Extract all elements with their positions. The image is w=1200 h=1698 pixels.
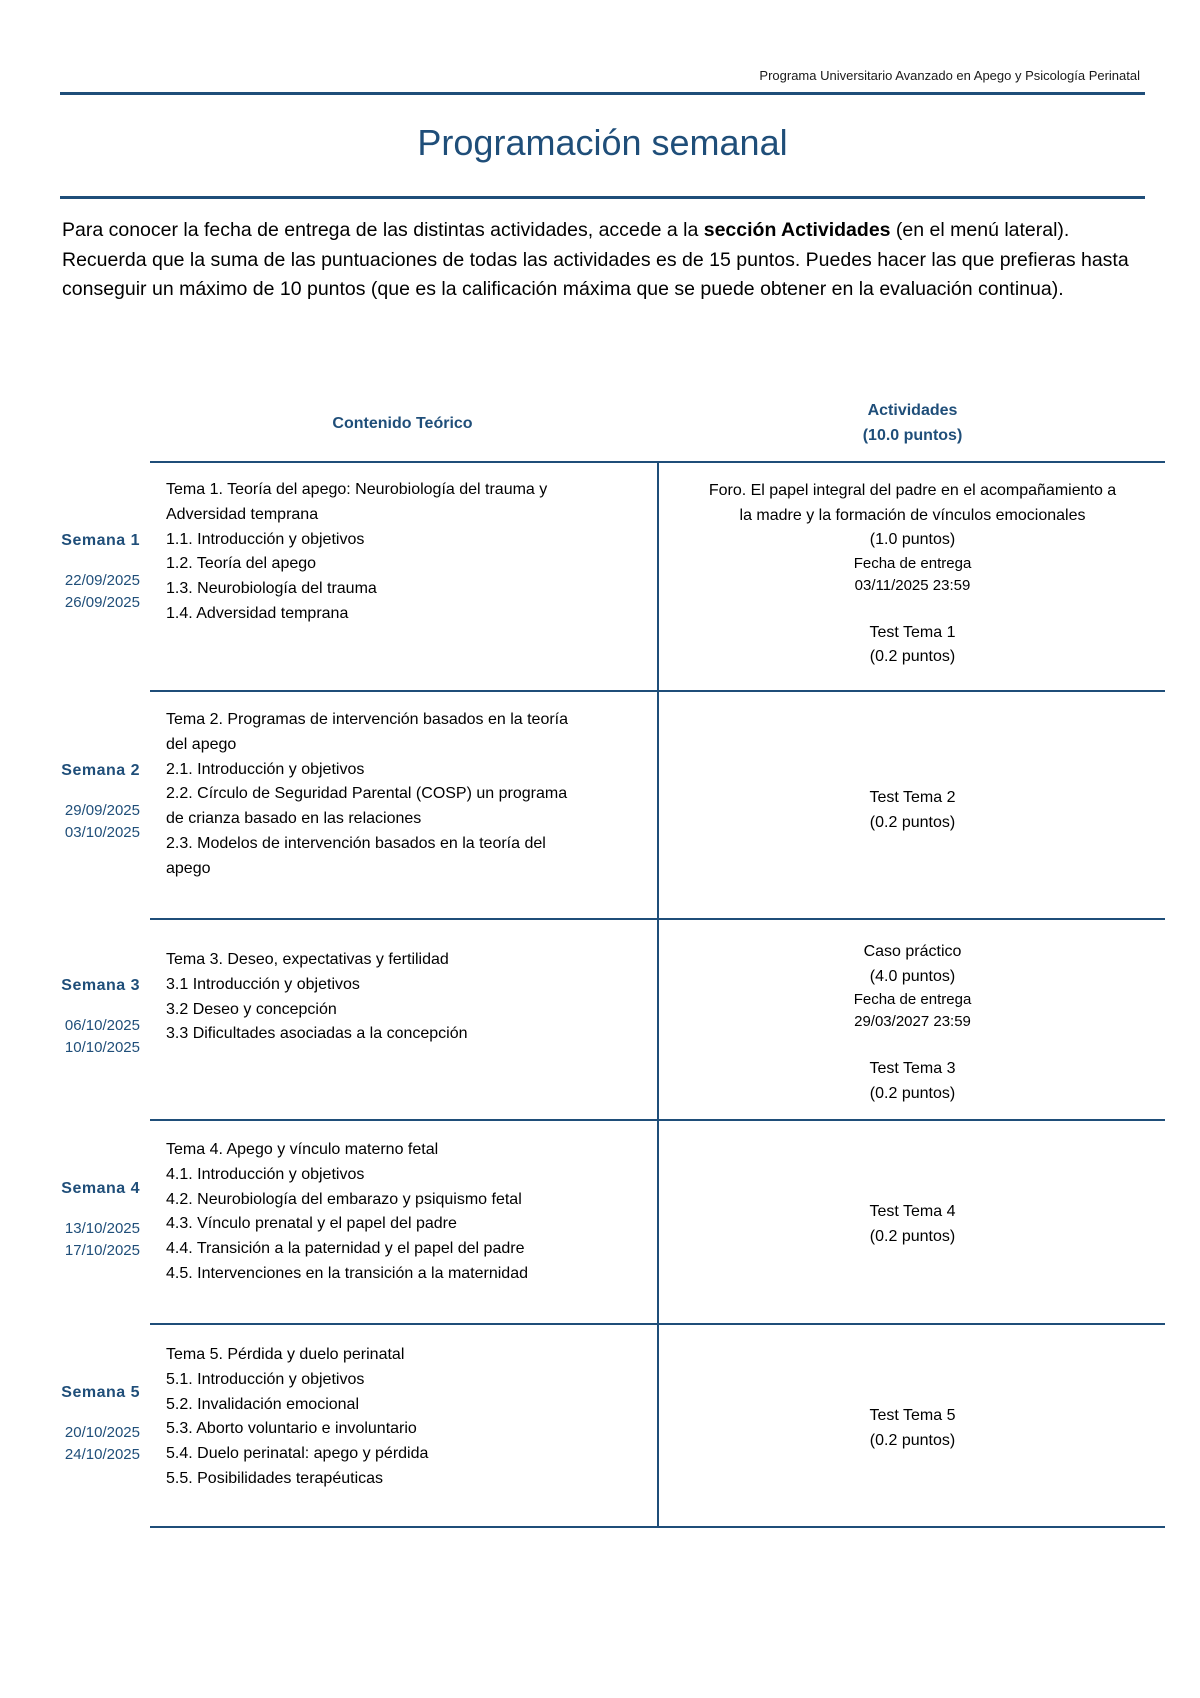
activity-title: Test Tema 4 xyxy=(869,1203,956,1220)
intro-text-1: Para conocer la fecha de entrega de las distintas actividades, accede a la xyxy=(62,219,704,241)
column-header-activities xyxy=(660,398,1165,448)
activity-title: la madre y la formación de vínculos emocionales xyxy=(739,506,1086,524)
column-header-activities-points: (10.0 puntos) xyxy=(862,427,963,444)
intro-text-2: (en el menú lateral). Recuerda que la suma de las puntuaciones de todas las actividades es de 15 puntos. Puedes hacer las que prefieras hasta conseguir un máximo de 10 puntos (que es la calificación máxima que se puede obtener en la evaluación continua). xyxy=(62,219,1129,300)
activity-due-label: Fecha de entrega xyxy=(853,554,972,572)
intro-activities-link-text: sección Actividades xyxy=(703,219,891,241)
week-5-label xyxy=(20,1382,140,1466)
activity-title: Test Tema 5 xyxy=(869,1407,956,1424)
theory-line: 1.3. Neurobiología del trauma xyxy=(166,580,377,598)
theory-line: 5.5. Posibilidades terapéuticas xyxy=(166,1469,384,1487)
activity-title: Test Tema 1 xyxy=(869,623,956,641)
theory-line: 5.3. Aborto voluntario e involuntario xyxy=(166,1420,417,1438)
week-start-date: 22/09/2025 xyxy=(64,572,140,589)
week-name: Semana 4 xyxy=(61,1180,140,1197)
week-3-label xyxy=(20,975,140,1059)
week-end-date: 03/10/2025 xyxy=(64,824,140,841)
activity-title: Foro. El papel integral del padre en el acompañamiento a xyxy=(708,482,1117,499)
theory-line: Tema 1. Teoría del apego: Neurobiología del trauma y xyxy=(166,481,548,498)
theory-line: 2.2. Círculo de Seguridad Parental (COSP) un programa xyxy=(166,785,568,803)
theory-line: Tema 3. Deseo, expectativas y fertilidad xyxy=(166,951,449,968)
theory-line: 5.2. Invalidación emocional xyxy=(166,1395,360,1413)
activity-points: (1.0 puntos) xyxy=(869,531,956,548)
activity-due-date: 29/03/2027 23:59 xyxy=(854,1013,971,1030)
theory-line: 1.4. Adversidad temprana xyxy=(166,604,349,622)
week-1-activities xyxy=(660,479,1165,670)
theory-line: 1.2. Teoría del apego xyxy=(166,555,317,573)
theory-line: 2.3. Modelos de intervención basados en la teoría del xyxy=(166,834,546,852)
week-4-activities xyxy=(660,1200,1165,1249)
activity-points: (4.0 puntos) xyxy=(869,967,956,985)
activity-title: Test Tema 3 xyxy=(869,1060,956,1077)
column-header-theory: Contenido Teórico xyxy=(332,415,473,432)
week-4-theory xyxy=(166,1138,646,1287)
theory-line: 3.2 Deseo y concepción xyxy=(166,1000,337,1018)
theory-line: 3.3 Dificultades asociadas a la concepción xyxy=(166,1025,468,1043)
theory-line: 4.2. Neurobiología del embarazo y psiquismo fetal xyxy=(166,1190,522,1208)
activity-points: (0.2 puntos) xyxy=(869,813,956,831)
theory-line: 5.4. Duelo perinatal: apego y pérdida xyxy=(166,1445,429,1463)
week-2-theory xyxy=(166,708,646,882)
week-1-theory xyxy=(166,478,646,627)
theory-line: Tema 4. Apego y vínculo materno fetal xyxy=(166,1141,439,1158)
theory-line: 4.5. Intervenciones en la transición a la maternidad xyxy=(166,1264,528,1282)
activity-title: Caso práctico xyxy=(863,943,962,960)
table-row-divider xyxy=(150,690,1165,692)
activity-points: (0.2 puntos) xyxy=(869,1431,956,1449)
table-column-divider xyxy=(657,461,659,1527)
activity-points: (0.2 puntos) xyxy=(869,648,956,665)
activity-due-date: 03/11/2025 23:59 xyxy=(854,576,971,594)
header-rule-top xyxy=(60,92,1145,95)
activity-points: (0.2 puntos) xyxy=(869,1227,956,1245)
week-start-date: 13/10/2025 xyxy=(64,1220,140,1237)
week-end-date: 24/10/2025 xyxy=(64,1446,140,1463)
theory-line: de crianza basado en las relaciones xyxy=(166,810,422,828)
header-rule-bottom xyxy=(60,196,1145,199)
running-header: Programa Universitario Avanzado en Apego y Psicología Perinatal xyxy=(759,68,1140,83)
theory-line: apego xyxy=(166,859,211,877)
theory-line: 3.1 Introducción y objetivos xyxy=(166,975,360,993)
table-row-divider xyxy=(150,1323,1165,1325)
week-2-label xyxy=(20,760,140,844)
theory-line: 4.4. Transición a la paternidad y el papel del padre xyxy=(166,1240,525,1258)
week-end-date: 17/10/2025 xyxy=(64,1242,140,1259)
week-name: Semana 5 xyxy=(61,1384,140,1401)
week-3-theory xyxy=(166,948,646,1047)
activity-points: (0.2 puntos) xyxy=(869,1084,956,1102)
column-header-activities-label: Actividades xyxy=(867,402,958,419)
theory-line: Tema 5. Pérdida y duelo perinatal xyxy=(166,1346,405,1363)
table-row-divider xyxy=(150,1119,1165,1121)
theory-line: 4.3. Vínculo prenatal y el papel del padre xyxy=(166,1215,457,1233)
week-end-date: 10/10/2025 xyxy=(64,1039,140,1056)
week-name: Semana 3 xyxy=(61,977,140,994)
table-row-divider xyxy=(150,1526,1165,1528)
theory-line: Tema 2. Programas de intervención basados en la teoría xyxy=(166,711,569,728)
week-1-label xyxy=(20,530,140,614)
table-row-divider xyxy=(150,461,1165,463)
theory-line: Adversidad temprana xyxy=(166,505,319,523)
theory-line: 1.1. Introducción y objetivos xyxy=(166,530,365,548)
intro-paragraph xyxy=(62,216,1142,305)
theory-line: 2.1. Introducción y objetivos xyxy=(166,760,365,778)
week-name: Semana 1 xyxy=(61,532,140,549)
week-3-activities xyxy=(660,940,1165,1106)
activity-due-label: Fecha de entrega xyxy=(853,991,972,1008)
week-start-date: 20/10/2025 xyxy=(64,1424,140,1441)
week-start-date: 06/10/2025 xyxy=(64,1017,140,1034)
week-name: Semana 2 xyxy=(61,762,140,779)
week-5-activities xyxy=(660,1404,1165,1453)
week-2-activities xyxy=(660,786,1165,835)
week-5-theory xyxy=(166,1343,646,1492)
theory-line: 5.1. Introducción y objetivos xyxy=(166,1370,365,1388)
week-start-date: 29/09/2025 xyxy=(64,802,140,819)
theory-line: 4.1. Introducción y objetivos xyxy=(166,1165,365,1183)
table-row-divider xyxy=(150,918,1165,920)
week-end-date: 26/09/2025 xyxy=(64,594,140,611)
theory-line: del apego xyxy=(166,735,237,753)
week-4-label xyxy=(20,1178,140,1262)
activity-title: Test Tema 2 xyxy=(869,789,956,806)
page-title: Programación semanal xyxy=(417,122,788,163)
